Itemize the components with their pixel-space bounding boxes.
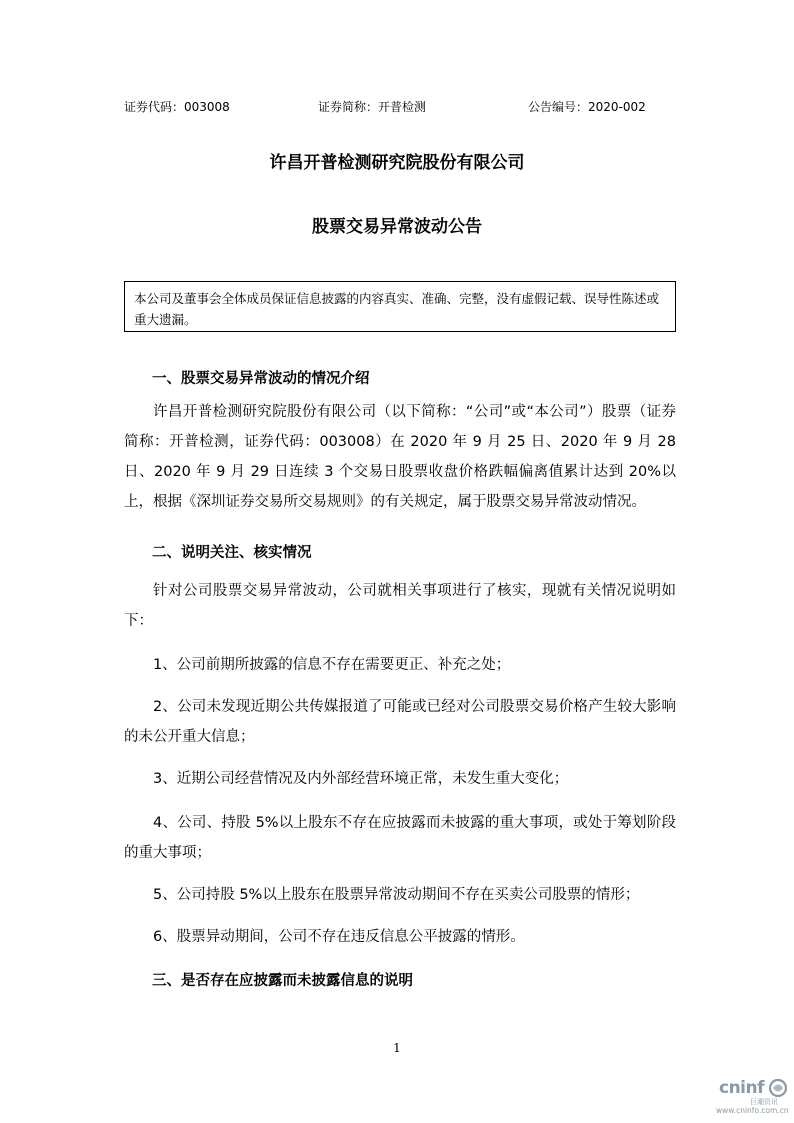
watermark-subtitle: 巨潮资讯	[750, 1098, 778, 1106]
section-2-item-6: 6、股票异动期间，公司不存在违反信息公平披露的情形。	[153, 929, 525, 945]
section-1-paragraph: 许昌开普检测研究院股份有限公司（以下简称：“公司”或“本公司”）股票（证券简称：开普检测，证券代码：003008）在 2020 年 9 月 25 日、2020 年 9 月 28 日、2020 年 9 月 29 日连续 3 个交易日股票收盘价格跌幅偏离值累计达到 20%以上，根据《深圳证券交易所交易规则》的有关规定，属于股票交易异常波动情况。	[124, 404, 676, 510]
section-2-item-2: 2、公司未发现近期公共传媒报道了可能或已经对公司股票交易价格产生较大影响的未公开重大信息；	[124, 699, 676, 745]
board-guarantee-notice	[124, 281, 676, 332]
section-1-heading: 一、股票交易异常波动的情况介绍	[152, 371, 370, 387]
company-name: 许昌开普检测研究院股份有限公司	[269, 153, 525, 173]
section-2-heading: 二、说明关注、核实情况	[152, 545, 312, 561]
section-2-item-1: 1、公司前期所披露的信息不存在需要更正、补充之处；	[153, 657, 511, 673]
page-number: 1	[393, 1041, 401, 1055]
cninfo-swirl-icon	[768, 1078, 788, 1098]
announcement-number: 公告编号：2020-002	[528, 100, 646, 114]
section-3-heading: 三、是否存在应披露而未披露信息的说明	[152, 973, 413, 989]
notice-text: 本公司及董事会全体成员保证信息披露的内容真实、准确、完整，没有虚假记载、误导性陈述或重大遗漏。	[134, 291, 660, 327]
watermark-url: www.cninfo.com.cn	[716, 1106, 789, 1115]
watermark-logo-text: cninf	[719, 1078, 765, 1098]
section-2-intro: 针对公司股票交易异常波动，公司就相关事项进行了核实，现就有关情况说明如下：	[124, 583, 676, 629]
cninfo-watermark	[716, 1077, 790, 1117]
section-2-item-5: 5、公司持股 5%以上股东在股票异常波动期间不存在买卖公司股票的情形；	[153, 887, 640, 903]
section-2-item-4: 4、公司、持股 5%以上股东不存在应披露而未披露的重大事项，或处于筹划阶段的重大事项；	[124, 815, 676, 861]
stock-abbreviation: 证券简称：开普检测	[318, 100, 427, 114]
section-2-item-3: 3、近期公司经营情况及内外部经营环境正常，未发生重大变化；	[153, 771, 569, 787]
document-title: 股票交易异常波动公告	[312, 217, 482, 237]
stock-code: 证券代码：003008	[124, 100, 230, 114]
